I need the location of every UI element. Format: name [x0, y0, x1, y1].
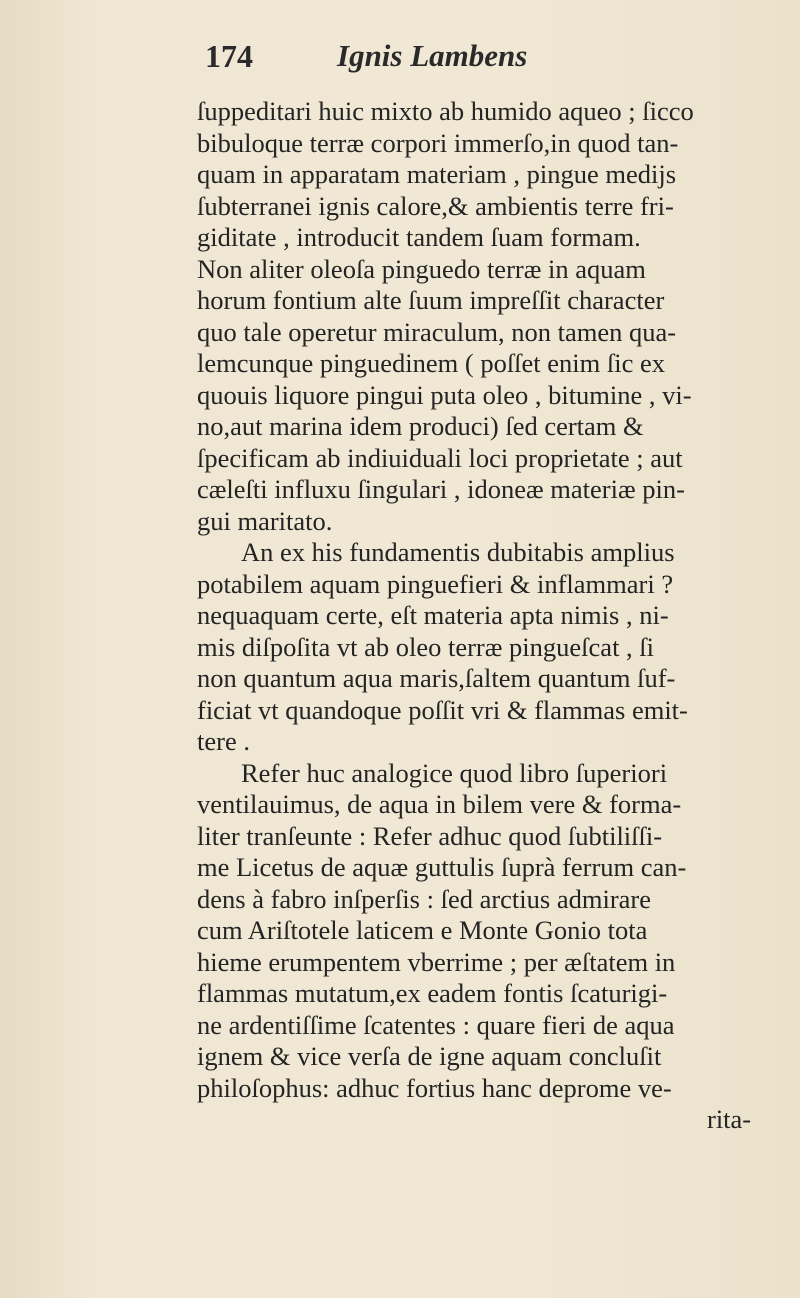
text-line: cum Ariſtotele laticem e Monte Gonio tota [197, 915, 648, 945]
text-line: bibuloque terræ corpori immerſo,in quod tan- [197, 127, 679, 158]
text-body [197, 96, 797, 1136]
text-line: quo tale operetur miraculum, non tamen qua- [197, 316, 677, 347]
text-line: cæleſti influxu ſingulari , idoneæ materiæ pin- [197, 474, 685, 504]
text-line: hieme erumpentem vberrime ; per æſtatem in [197, 946, 676, 977]
text-line: Non aliter oleoſa pinguedo terræ in aquam [197, 253, 646, 284]
paragraph-start-line: Refer huc analogice quod libro ſuperiori [241, 757, 668, 788]
text-line: non quantum aqua maris,ſaltem quantum ſuf- [197, 663, 676, 693]
text-line: gui maritato. [197, 505, 333, 536]
text-line: ignem & vice verſa de igne aquam concluſit [197, 1041, 662, 1071]
text-line: tere . [197, 726, 250, 756]
text-line: quouis liquore pingui puta oleo , bitumine , vi- [197, 379, 692, 410]
text-line: me Licetus de aquæ guttulis ſuprà ferrum can- [197, 852, 687, 882]
text-line: quam in apparatam materiam , pingue medijs [197, 159, 677, 189]
text-line: mis diſpoſita vt ab oleo terræ pingueſcat , ſi [197, 631, 655, 662]
text-line: ſuppeditari huic mixto ab humido aqueo ; ſicco [197, 96, 694, 126]
paragraph-start-line: An ex his fundamentis dubitabis amplius [241, 537, 675, 567]
text-line: ficiat vt quandoque poſſit vri & flammas emit- [197, 694, 688, 725]
text-line: flammas mutatum,ex eadem fontis ſcaturigi- [197, 978, 668, 1008]
text-line: philoſophus: adhuc fortius hanc deprome ve- [197, 1072, 672, 1103]
text-line: ſubterranei ignis calore,& ambientis terre fri- [197, 190, 674, 221]
text-line: horum fontium alte ſuum impreſſit character [197, 285, 665, 315]
page-number: 174 [205, 38, 253, 74]
text-line: giditate , introducit tandem ſuam formam. [197, 222, 641, 252]
page-header [205, 38, 765, 78]
text-line: ne ardentiſſime ſcatentes : quare fieri de aqua [197, 1009, 675, 1040]
text-line: ſpecificam ab indiuiduali loci proprietate ; aut [197, 442, 683, 473]
text-line: nequaquam certe, eſt materia apta nimis , ni- [197, 600, 669, 630]
text-line: lemcunque pinguedinem ( poſſet enim ſic ex [197, 348, 666, 378]
text-line: no,aut marina idem produci) ſed certam & [197, 411, 644, 441]
running-title: Ignis Lambens [337, 38, 528, 73]
text-line: ventilauimus, de aqua in bilem vere & forma- [197, 789, 682, 819]
text-line: potabilem aquam pinguefieri & inflammari ? [197, 568, 674, 599]
text-line: dens à fabro inſperſis : ſed arctius admirare [197, 883, 652, 914]
catchword: rita- [707, 1104, 752, 1134]
text-line: liter tranſeunte : Refer adhuc quod ſubtiliſſi- [197, 820, 663, 851]
